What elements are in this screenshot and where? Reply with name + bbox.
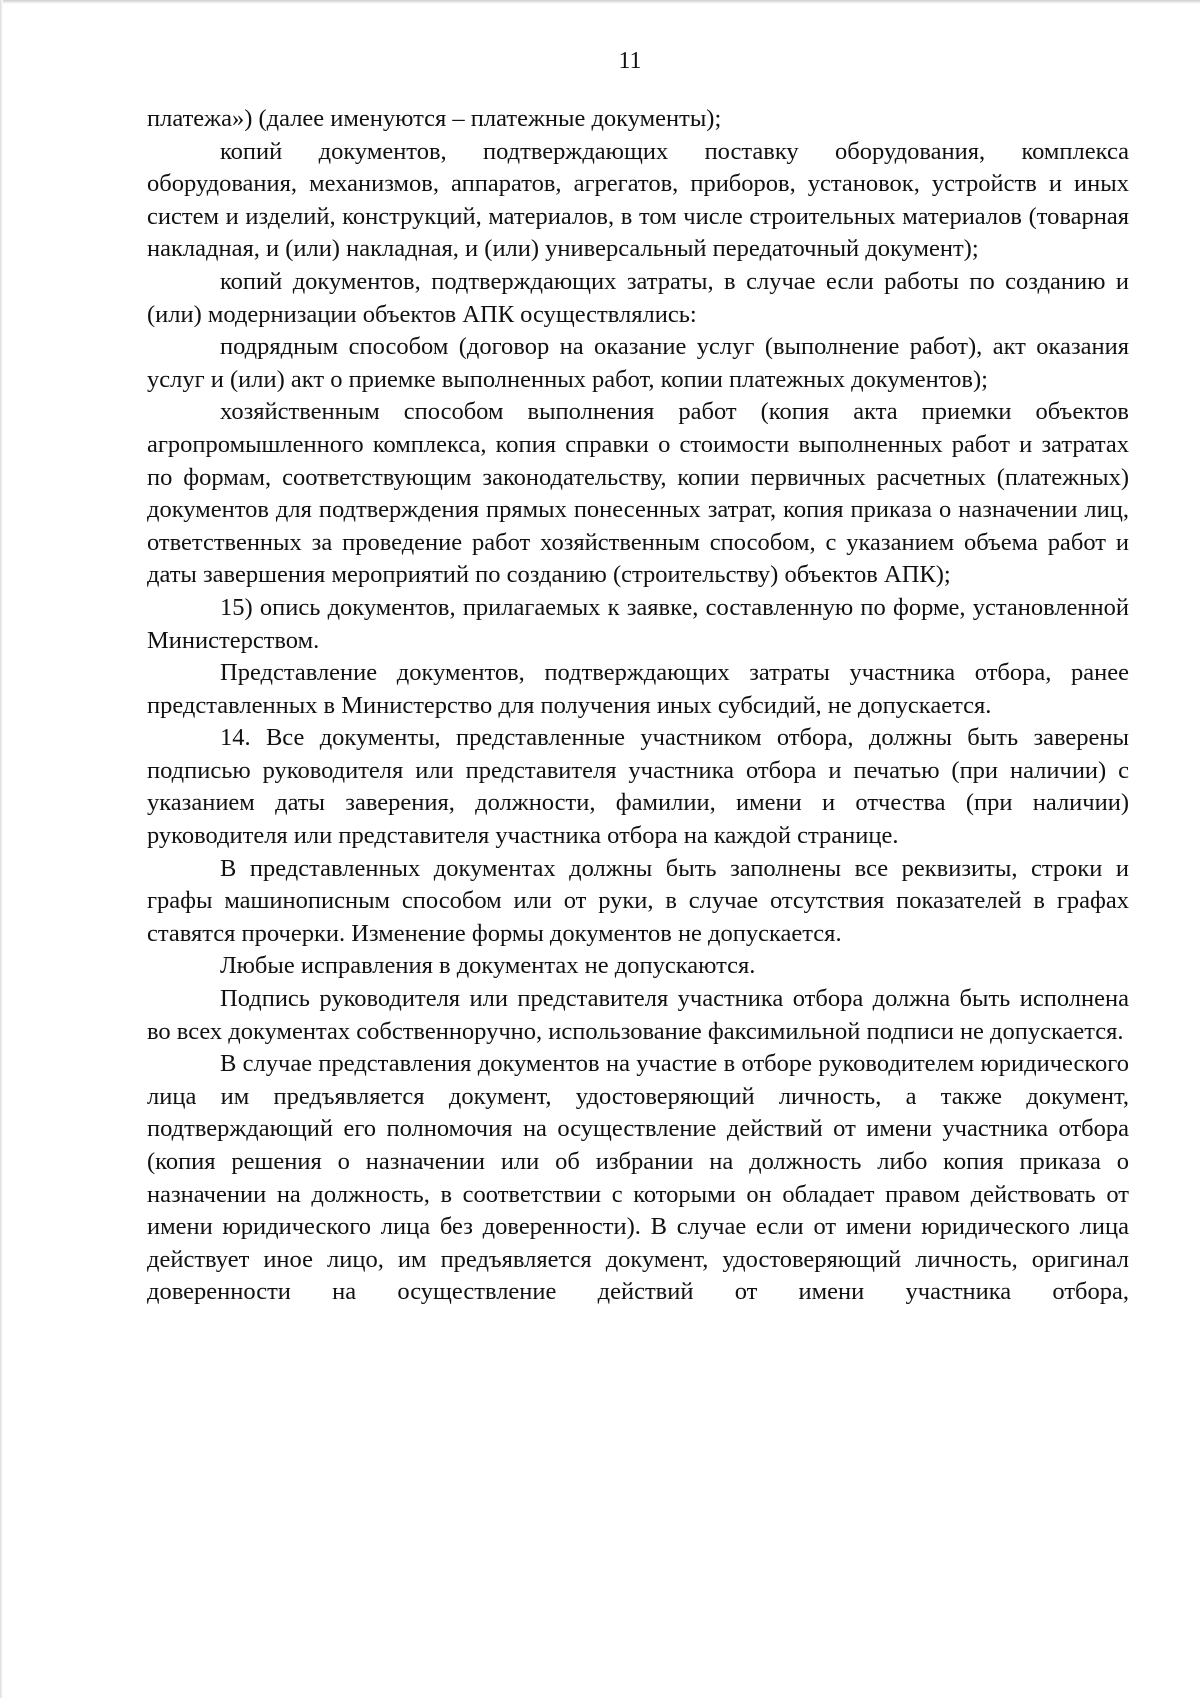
paragraph: В случае представления документов на участие в отборе руководителем юридического лица им предъявляется документ, удостоверяющий личность, а также документ, подтверждающий его полномочия на осуществление действий от имени участника отбора (копия решения о назначении или об избрании на должность либо копия приказа о назначении на должность, в соответствии с которыми он обладает правом действовать от имени юридического лица без доверенности). В случае если от имени юридического лица действует иное лицо, им предъявляется документ, удостоверяющий личность, оригинал доверенности на осуществление действий от имени участника отбора, — [147, 1050, 1129, 1306]
paragraph: подрядным способом (договор на оказание услуг (выполнение работ), акт оказания услуг и (или) акт о приемке выполненных работ, копии платежных документов); — [147, 333, 1129, 393]
paragraph: В представленных документах должны быть заполнены все реквизиты, строки и графы машинописным способом или от руки, в случае отсутствия показателей в графах ставятся прочерки. Изменение формы документов не допускается. — [147, 854, 1129, 947]
paragraph: 14. Все документы, представленные участником отбора, должны быть заверены подписью руководителя или представителя участника отбора и печатью (при наличии) с указанием даты заверения, должности, фамилии, имени и отчества (при наличии) руководителя или представителя участника отбора на каждой странице. — [147, 724, 1129, 850]
paragraph: Представление документов, подтверждающих затраты участника отбора, ранее представленных в Министерство для получения иных субсидий, не допускается. — [147, 659, 1129, 719]
paragraph: Любые исправления в документах не допускаются. — [220, 952, 756, 980]
scan-edge-left — [0, 0, 3, 1698]
paragraph: копий документов, подтверждающих поставку оборудования, комплекса оборудования, механизмов, аппаратов, агрегатов, приборов, установок, устройств и иных систем и изделий, конструкций, материалов, в том числе строительных материалов (товарная накладная, и (или) накладная, и (или) универсальный передаточный документ); — [147, 137, 1129, 263]
paragraph: Подпись руководителя или представителя участника отбора должна быть исполнена во всех документах собственноручно, использование факсимильной подписи не допускается. — [147, 985, 1129, 1045]
paragraph: хозяйственным способом выполнения работ (копия акта приемки объектов агропромышленного комплекса, копия справки о стоимости выполненных работ и затратах по формам, соответствующим законодательству, копии первичных расчетных (платежных) документов для подтверждения прямых понесенных затрат, копия приказа о назначении лиц, ответственных за проведение работ хозяйственным способом, с указанием объема работ и даты завершения мероприятий по созданию (строительству) объектов АПК); — [147, 398, 1129, 589]
paragraph: копий документов, подтверждающих затраты, в случае если работы по созданию и (или) модернизации объектов АПК осуществлялись: — [147, 267, 1129, 328]
scan-edge-top — [0, 0, 1200, 4]
paragraph: платежа») (далее именуются – платежные документы); — [147, 105, 722, 132]
document-body — [147, 103, 1129, 1309]
page-number: 11 — [618, 48, 642, 74]
paragraph: 15) опись документов, прилагаемых к заявке, составленную по форме, установленной Министерством. — [147, 593, 1129, 654]
